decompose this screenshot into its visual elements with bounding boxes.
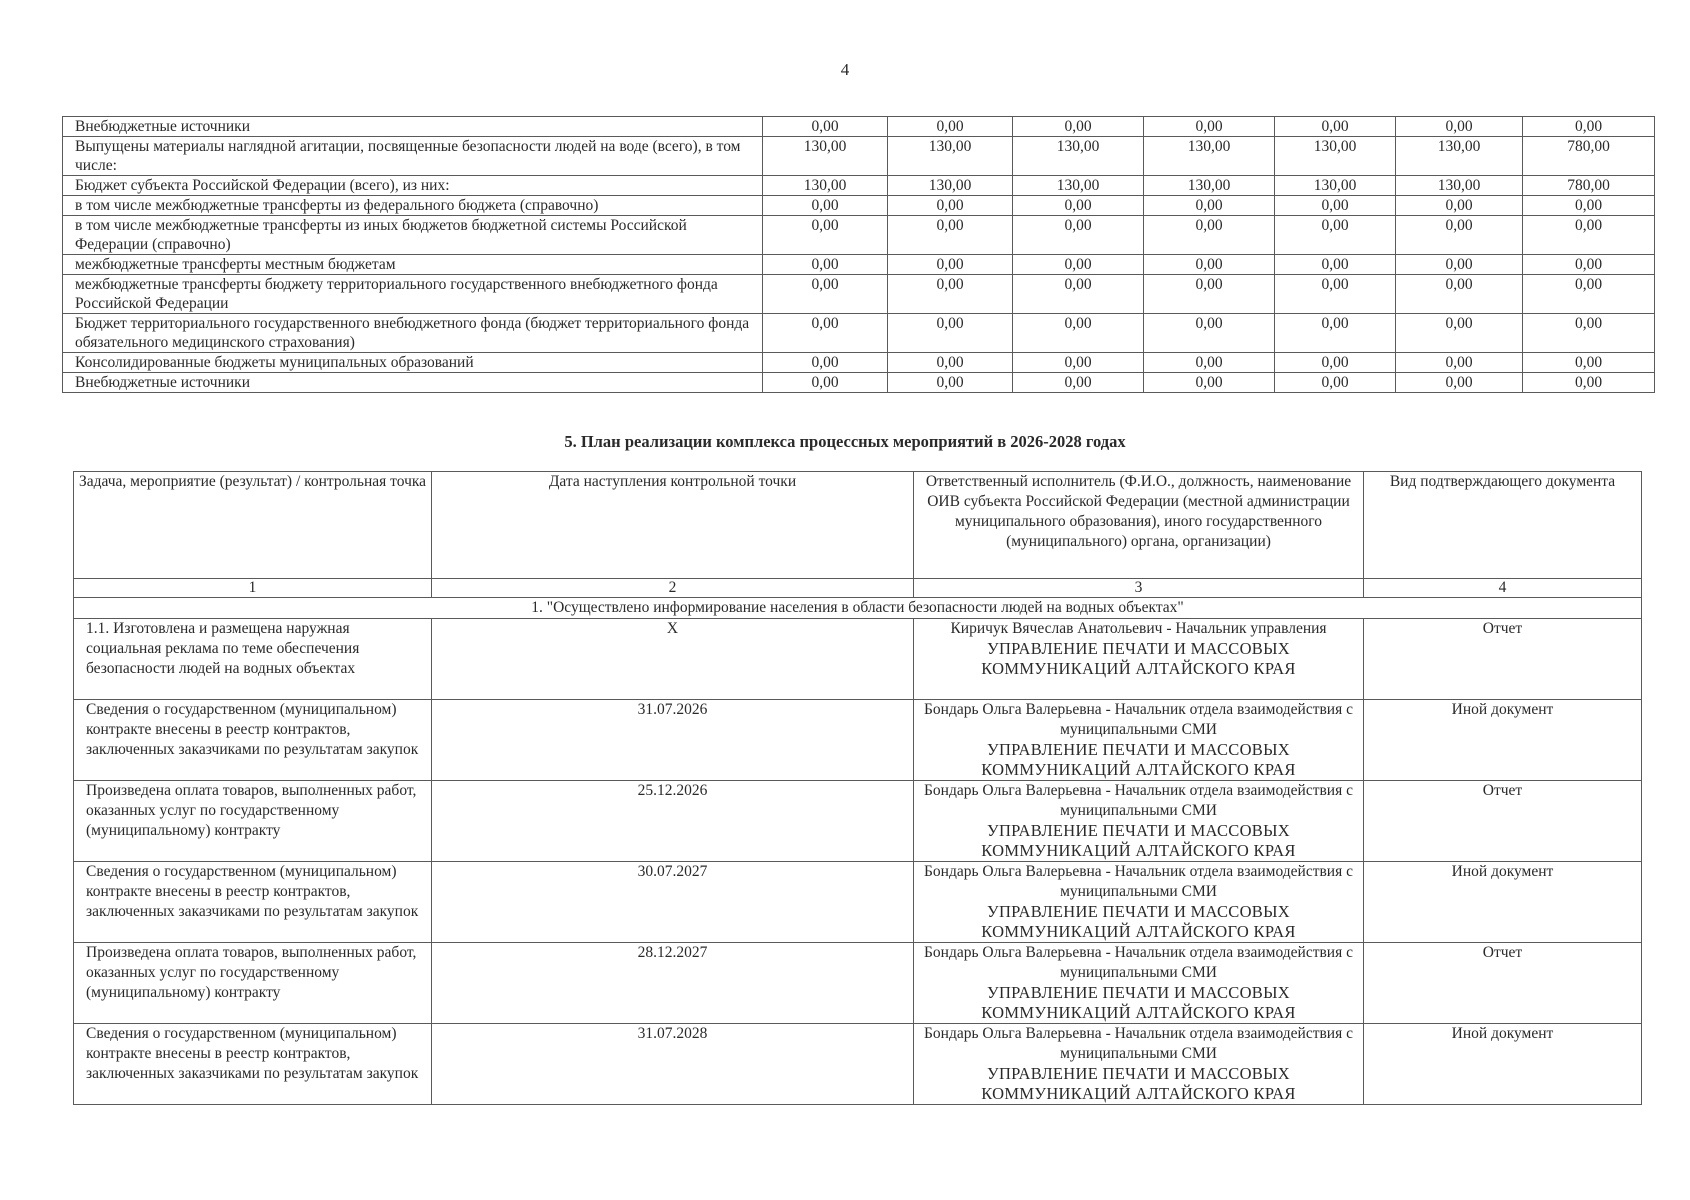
budget-row-label: Внебюджетные источники xyxy=(63,117,763,137)
budget-value-cell: 780,00 xyxy=(1523,137,1655,176)
plan-header-row xyxy=(74,472,1642,579)
budget-value-cell: 0,00 xyxy=(1396,216,1523,255)
plan-date-cell: 25.12.2026 xyxy=(432,781,914,862)
responsible-organization: УПРАВЛЕНИЕ ПЕЧАТИ И МАССОВЫХ КОММУНИКАЦИЙ АЛТАЙСКОГО КРАЯ xyxy=(981,821,1296,860)
plan-responsible-cell xyxy=(914,862,1364,943)
budget-row-label: Консолидированные бюджеты муниципальных образований xyxy=(63,353,763,373)
budget-value-cell: 0,00 xyxy=(1013,373,1144,393)
responsible-organization: УПРАВЛЕНИЕ ПЕЧАТИ И МАССОВЫХ КОММУНИКАЦИЙ АЛТАЙСКОГО КРАЯ xyxy=(981,902,1296,941)
budget-value-cell: 0,00 xyxy=(1144,373,1275,393)
responsible-person: Бондарь Ольга Валерьевна - Начальник отдела взаимодействия с муниципальными СМИ xyxy=(924,782,1353,819)
header-document: Вид подтверждающего документа xyxy=(1364,472,1642,579)
budget-row-label: межбюджетные трансферты бюджету территориального государственного внебюджетного фонда Российской Федерации xyxy=(63,275,763,314)
budget-row-label: Бюджет территориального государственного внебюджетного фонда (бюджет территориального фонда обязательного медицинского страхования) xyxy=(63,314,763,353)
budget-value-cell: 0,00 xyxy=(888,275,1013,314)
plan-task-cell: Сведения о государственном (муниципальном) контракте внесены в реестр контрактов, заключенных заказчиками по результатам закупок xyxy=(74,700,432,781)
budget-value-cell: 0,00 xyxy=(1523,196,1655,216)
budget-table-body xyxy=(63,117,1655,393)
plan-row xyxy=(74,1024,1642,1105)
responsible-person: Бондарь Ольга Валерьевна - Начальник отдела взаимодействия с муниципальными СМИ xyxy=(924,944,1353,981)
budget-row-label: Внебюджетные источники xyxy=(63,373,763,393)
budget-value-cell: 0,00 xyxy=(1523,255,1655,275)
budget-value-cell: 130,00 xyxy=(1396,137,1523,176)
budget-value-cell: 0,00 xyxy=(1275,373,1396,393)
plan-document-cell: Иной документ xyxy=(1364,1024,1642,1105)
budget-row-label: в том числе межбюджетные трансферты из федерального бюджета (справочно) xyxy=(63,196,763,216)
budget-value-cell: 0,00 xyxy=(1013,353,1144,373)
budget-value-cell: 0,00 xyxy=(1144,275,1275,314)
budget-value-cell: 0,00 xyxy=(1013,216,1144,255)
budget-row-label: в том числе межбюджетные трансферты из иных бюджетов бюджетной системы Российской Федерации (справочно) xyxy=(63,216,763,255)
budget-value-cell: 0,00 xyxy=(888,216,1013,255)
budget-value-cell: 0,00 xyxy=(1523,353,1655,373)
budget-value-cell: 130,00 xyxy=(1013,137,1144,176)
header-task: Задача, мероприятие (результат) / контрольная точка xyxy=(74,472,432,579)
plan-task-cell: Произведена оплата товаров, выполненных работ, оказанных услуг по государственному (муниципальному) контракту xyxy=(74,943,432,1024)
budget-value-cell: 0,00 xyxy=(1523,314,1655,353)
budget-value-cell: 0,00 xyxy=(1144,255,1275,275)
budget-value-cell: 0,00 xyxy=(763,117,888,137)
budget-value-cell: 0,00 xyxy=(1523,216,1655,255)
budget-value-cell: 0,00 xyxy=(1013,275,1144,314)
budget-value-cell: 0,00 xyxy=(888,196,1013,216)
responsible-person: Бондарь Ольга Валерьевна - Начальник отдела взаимодействия с муниципальными СМИ xyxy=(924,1025,1353,1062)
section-row-cell: 1. "Осуществлено информирование населения в области безопасности людей на водных объектах" xyxy=(74,598,1642,619)
budget-value-cell: 0,00 xyxy=(1523,275,1655,314)
plan-date-cell: 30.07.2027 xyxy=(432,862,914,943)
budget-value-cell: 0,00 xyxy=(763,255,888,275)
budget-value-cell: 0,00 xyxy=(1396,255,1523,275)
responsible-organization: УПРАВЛЕНИЕ ПЕЧАТИ И МАССОВЫХ КОММУНИКАЦИЙ АЛТАЙСКОГО КРАЯ xyxy=(981,1064,1296,1103)
budget-value-cell: 130,00 xyxy=(1275,137,1396,176)
plan-table xyxy=(73,471,1642,1105)
plan-task-cell: Произведена оплата товаров, выполненных работ, оказанных услуг по государственному (муниципальному) контракту xyxy=(74,781,432,862)
budget-value-cell: 0,00 xyxy=(888,117,1013,137)
budget-row xyxy=(63,117,1655,137)
plan-row xyxy=(74,862,1642,943)
plan-date-cell: 28.12.2027 xyxy=(432,943,914,1024)
index-cell: 2 xyxy=(432,579,914,598)
budget-value-cell: 130,00 xyxy=(1275,176,1396,196)
budget-row xyxy=(63,216,1655,255)
plan-task-cell: 1.1. Изготовлена и размещена наружная социальная реклама по теме обеспечения безопасности людей на водных объектах xyxy=(74,619,432,700)
budget-row-label: Бюджет субъекта Российской Федерации (всего), из них: xyxy=(63,176,763,196)
budget-value-cell: 0,00 xyxy=(888,255,1013,275)
budget-value-cell: 0,00 xyxy=(1396,117,1523,137)
responsible-person: Бондарь Ольга Валерьевна - Начальник отдела взаимодействия с муниципальными СМИ xyxy=(924,701,1353,738)
budget-value-cell: 0,00 xyxy=(763,373,888,393)
plan-task-cell: Сведения о государственном (муниципальном) контракте внесены в реестр контрактов, заключенных заказчиками по результатам закупок xyxy=(74,1024,432,1105)
budget-row-label: межбюджетные трансферты местным бюджетам xyxy=(63,255,763,275)
budget-value-cell: 0,00 xyxy=(763,275,888,314)
header-date: Дата наступления контрольной точки xyxy=(432,472,914,579)
index-cell: 4 xyxy=(1364,579,1642,598)
budget-row-label: Выпущены материалы наглядной агитации, посвященные безопасности людей на воде (всего), в том числе: xyxy=(63,137,763,176)
plan-row xyxy=(74,943,1642,1024)
responsible-organization: УПРАВЛЕНИЕ ПЕЧАТИ И МАССОВЫХ КОММУНИКАЦИЙ АЛТАЙСКОГО КРАЯ xyxy=(981,639,1296,678)
budget-value-cell: 0,00 xyxy=(1396,373,1523,393)
budget-value-cell: 0,00 xyxy=(1013,196,1144,216)
index-cell: 3 xyxy=(914,579,1364,598)
budget-row xyxy=(63,314,1655,353)
header-responsible: Ответственный исполнитель (Ф.И.О., должность, наименование ОИВ субъекта Российской Федерации (местной администрации муниципального образования), иного государственного (муниципального) органа, организации) xyxy=(914,472,1364,579)
budget-value-cell: 0,00 xyxy=(1144,314,1275,353)
plan-document-cell: Иной документ xyxy=(1364,862,1642,943)
budget-value-cell: 0,00 xyxy=(1275,117,1396,137)
plan-date-cell: 31.07.2026 xyxy=(432,700,914,781)
plan-responsible-cell xyxy=(914,1024,1364,1105)
plan-index-row xyxy=(74,579,1642,598)
page-number: 4 xyxy=(840,60,850,79)
plan-responsible-cell xyxy=(914,700,1364,781)
budget-value-cell: 0,00 xyxy=(1144,216,1275,255)
budget-value-cell: 130,00 xyxy=(888,137,1013,176)
budget-value-cell: 0,00 xyxy=(1523,117,1655,137)
plan-date-cell: X xyxy=(432,619,914,700)
plan-document-cell: Иной документ xyxy=(1364,700,1642,781)
budget-value-cell: 130,00 xyxy=(1396,176,1523,196)
budget-table xyxy=(62,116,1655,393)
responsible-organization: УПРАВЛЕНИЕ ПЕЧАТИ И МАССОВЫХ КОММУНИКАЦИЙ АЛТАЙСКОГО КРАЯ xyxy=(981,983,1296,1022)
budget-value-cell: 0,00 xyxy=(1396,275,1523,314)
budget-value-cell: 0,00 xyxy=(1396,314,1523,353)
budget-row xyxy=(63,255,1655,275)
budget-value-cell: 0,00 xyxy=(763,196,888,216)
budget-value-cell: 0,00 xyxy=(1144,353,1275,373)
budget-row xyxy=(63,353,1655,373)
budget-value-cell: 0,00 xyxy=(888,314,1013,353)
budget-row xyxy=(63,196,1655,216)
plan-section-row xyxy=(74,598,1642,619)
section-title: 5. План реализации комплекса процессных мероприятий в 2026-2028 годах xyxy=(564,432,1126,451)
index-cell: 1 xyxy=(74,579,432,598)
budget-value-cell: 780,00 xyxy=(1523,176,1655,196)
responsible-organization: УПРАВЛЕНИЕ ПЕЧАТИ И МАССОВЫХ КОММУНИКАЦИЙ АЛТАЙСКОГО КРАЯ xyxy=(981,740,1296,779)
plan-document-cell: Отчет xyxy=(1364,781,1642,862)
budget-value-cell: 0,00 xyxy=(1013,255,1144,275)
plan-task-cell: Сведения о государственном (муниципальном) контракте внесены в реестр контрактов, заключенных заказчиками по результатам закупок xyxy=(74,862,432,943)
budget-value-cell: 0,00 xyxy=(1275,353,1396,373)
budget-value-cell: 130,00 xyxy=(1144,137,1275,176)
budget-value-cell: 0,00 xyxy=(1396,353,1523,373)
plan-responsible-cell xyxy=(914,943,1364,1024)
plan-document-cell: Отчет xyxy=(1364,943,1642,1024)
budget-value-cell: 0,00 xyxy=(1523,373,1655,393)
budget-value-cell: 0,00 xyxy=(1396,196,1523,216)
budget-row xyxy=(63,373,1655,393)
plan-table-body xyxy=(74,472,1642,1105)
responsible-person: Бондарь Ольга Валерьевна - Начальник отдела взаимодействия с муниципальными СМИ xyxy=(924,863,1353,900)
budget-row xyxy=(63,176,1655,196)
budget-value-cell: 130,00 xyxy=(1144,176,1275,196)
budget-value-cell: 0,00 xyxy=(888,373,1013,393)
budget-value-cell: 0,00 xyxy=(763,353,888,373)
budget-value-cell: 0,00 xyxy=(1275,196,1396,216)
plan-row xyxy=(74,781,1642,862)
budget-row xyxy=(63,275,1655,314)
plan-document-cell: Отчет xyxy=(1364,619,1642,700)
budget-value-cell: 130,00 xyxy=(763,137,888,176)
budget-value-cell: 0,00 xyxy=(1275,314,1396,353)
responsible-person: Киричук Вячеслав Анатольевич - Начальник управления xyxy=(950,620,1327,637)
budget-value-cell: 0,00 xyxy=(1013,314,1144,353)
budget-value-cell: 0,00 xyxy=(763,216,888,255)
budget-value-cell: 0,00 xyxy=(1144,117,1275,137)
plan-row xyxy=(74,700,1642,781)
budget-value-cell: 0,00 xyxy=(1275,255,1396,275)
budget-value-cell: 130,00 xyxy=(763,176,888,196)
budget-value-cell: 130,00 xyxy=(888,176,1013,196)
plan-responsible-cell xyxy=(914,781,1364,862)
budget-value-cell: 0,00 xyxy=(1144,196,1275,216)
budget-value-cell: 0,00 xyxy=(763,314,888,353)
budget-value-cell: 0,00 xyxy=(888,353,1013,373)
budget-value-cell: 0,00 xyxy=(1275,216,1396,255)
budget-row xyxy=(63,137,1655,176)
plan-row xyxy=(74,619,1642,700)
budget-value-cell: 0,00 xyxy=(1275,275,1396,314)
budget-value-cell: 0,00 xyxy=(1013,117,1144,137)
budget-value-cell: 130,00 xyxy=(1013,176,1144,196)
plan-date-cell: 31.07.2028 xyxy=(432,1024,914,1105)
plan-responsible-cell xyxy=(914,619,1364,700)
